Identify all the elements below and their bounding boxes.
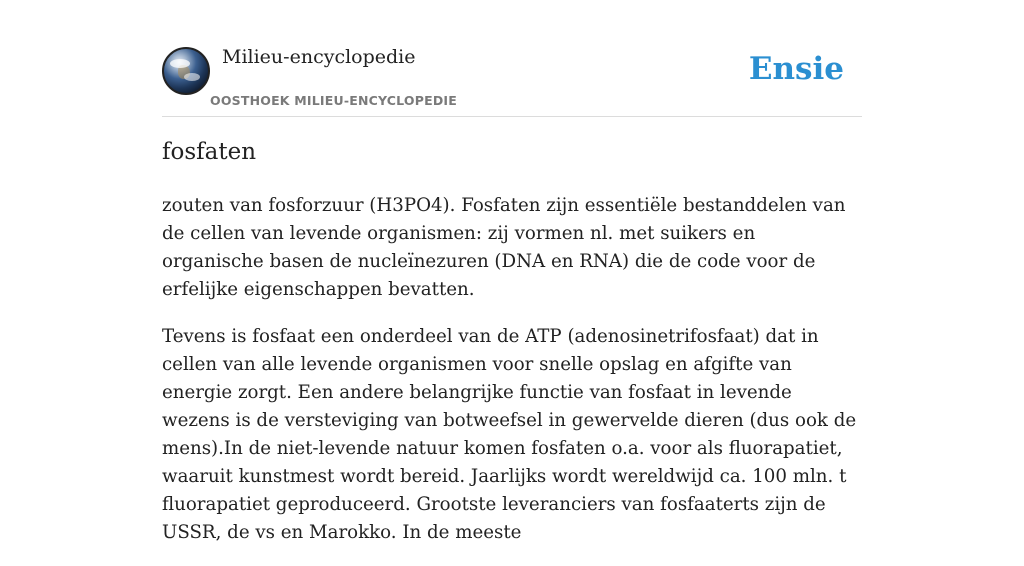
- site-title[interactable]: Milieu-encyclopedie: [222, 46, 416, 68]
- article-body: [162, 192, 862, 566]
- site-subtitle: OOSTHOEK MILIEU-ENCYCLOPEDIE: [210, 93, 457, 108]
- globe-cloud-shape: [184, 73, 200, 81]
- site-header: [162, 40, 862, 117]
- globe-icon[interactable]: [162, 47, 210, 95]
- article-paragraph: Tevens is fosfaat een onderdeel van de ATP (adenosinetrifosfaat) dat in cellen van alle levende organismen voor snelle opslag en afgifte van energie zorgt. Een andere belangrijke functie van fosfaat in levende wezens is de versteviging van botweefsel in gewervelde dieren (dus ook de mens).In de niet-levende natuur komen fosfaten o.a. voor als fluorapatiet, waaruit kunstmest wordt bereid. Jaarlijks wordt wereldwijd ca. 100 mln. t fluorapatiet geproduceerd. Grootste leveranciers van fosfaaterts zijn de USSR, de vs en Marokko. In de meeste: [162, 326, 857, 543]
- ensie-brand-link[interactable]: Ensie: [748, 51, 844, 87]
- globe-cloud-shape: [170, 59, 190, 68]
- article-paragraph: zouten van fosforzuur (H3PO4). Fosfaten zijn essentiële bestanddelen van de cellen van levende organismen: zij vormen nl. met suikers en organische basen de nucleïnezuren (DNA en RNA) die de code voor de erfelijke eigenschappen bevatten.: [162, 195, 846, 300]
- page-title: fosfaten: [162, 139, 257, 165]
